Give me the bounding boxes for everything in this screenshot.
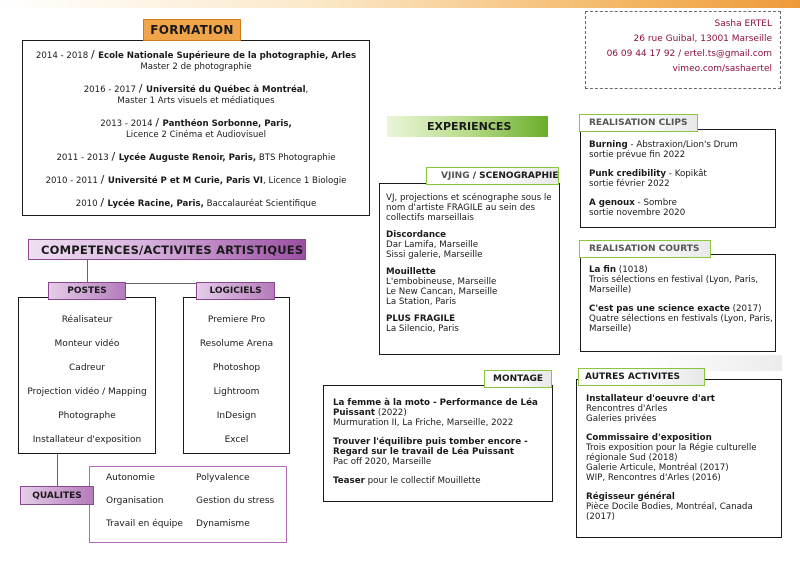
- vjing-label-b: SCENOGRAPHIE: [479, 171, 559, 181]
- montage-detail: pour le collectif Mouillette: [364, 476, 481, 486]
- vjing-group-title: Discordance: [386, 230, 447, 240]
- formation-title: FORMATION: [143, 19, 241, 41]
- court-detail: Trois sélections en festival (Lyon, Paris, Marseille): [589, 275, 759, 295]
- clip-artist: - Kopikât: [666, 169, 707, 179]
- clips-box: [580, 129, 776, 228]
- formation-years: 2016 - 2017: [83, 85, 137, 95]
- qualite-item: Dynamisme: [196, 519, 250, 529]
- clip-title: Punk credibility: [589, 169, 667, 179]
- qualites-label: QUALITES: [20, 486, 94, 505]
- court-title: C'est pas une science exacte: [589, 304, 730, 314]
- vjing-venue: L'embobineuse, Marseille: [386, 277, 497, 287]
- clips-label: [579, 114, 698, 132]
- court-item: [589, 304, 775, 334]
- logiciel-item: Resolume Arena: [199, 339, 274, 349]
- vjing-group: [386, 230, 559, 260]
- clip-detail: sortie novembre 2020: [589, 208, 686, 218]
- montage-title: Trouver l'équilibre puis tomber encore - Regard sur le travail de Léa Puissant: [333, 437, 528, 457]
- clip-title: A genoux: [589, 198, 635, 208]
- vjing-box: [379, 183, 560, 355]
- clips-label-text: REALISATION CLIPS: [589, 118, 688, 128]
- qualite-item: Autonomie: [106, 473, 155, 483]
- formation-entry: 2014 - 2018 / Ecole Nationale Supérieure de la photographie, Arles Master 2 de photographie: [35, 48, 357, 72]
- autre-line: Galeries privées: [586, 414, 657, 424]
- autre-title: Installateur d'oeuvre d'art: [586, 394, 715, 404]
- autre-item: [586, 433, 781, 483]
- clip-artist: - Abstraxion/Lion's Drum: [627, 140, 738, 150]
- poste-item: Projection vidéo / Mapping: [27, 387, 147, 397]
- montage-item: [333, 476, 552, 486]
- contact-address: 26 rue Guibal, 13001 Marseille: [633, 34, 772, 44]
- court-year: (1018): [616, 265, 648, 275]
- vjing-label: VJING / SCENOGRAPHIE: [426, 167, 559, 185]
- autres-box: [576, 379, 782, 538]
- court-detail: Quatre sélections en festivals (Lyon, Paris, Marseille): [589, 314, 773, 334]
- formation-detail: Licence 2 Cinéma et Audiovisuel: [126, 130, 266, 140]
- clip-title: Burning: [589, 140, 628, 150]
- formation-school: Panthéon Sorbonne, Paris,: [162, 119, 292, 129]
- formation-detail: Baccalauréat Scientifique: [206, 199, 317, 209]
- formation-entry: 2013 - 2014 / Panthéon Sorbonne, Paris, Licence 2 Cinéma et Audiovisuel: [100, 116, 292, 140]
- connector-line: [87, 260, 88, 284]
- poste-item: Photographe: [58, 411, 116, 421]
- formation-school: Lycée Racine, Paris,: [107, 199, 204, 209]
- formation-entry: 2016 - 2017 / Université du Québec à Montréal, Master 1 Arts visuels et médiatiques: [83, 82, 309, 106]
- qualite-item: Organisation: [106, 496, 164, 506]
- montage-detail: Murmuration II, La Friche, Marseille, 2022: [333, 418, 514, 428]
- logiciel-item: InDesign: [216, 411, 257, 421]
- formation-entry: 2010 / Lycée Racine, Paris, Baccalauréat Scientifique: [75, 196, 317, 209]
- poste-item: Cadreur: [69, 363, 105, 373]
- formation-box: [22, 40, 370, 216]
- postes-box: [18, 297, 156, 454]
- logiciels-label: LOGICIELS: [196, 282, 275, 300]
- logiciels-box: [183, 297, 290, 454]
- poste-item: Réalisateur: [61, 315, 113, 325]
- vjing-intro: VJ, projections et scénographe sous le nom d'artiste FRAGILE au sein des collectifs marseillais: [386, 193, 552, 223]
- courts-box: [580, 254, 776, 352]
- formation-years: 2013 - 2014: [100, 119, 153, 129]
- postes-label: POSTES: [48, 282, 126, 300]
- logiciel-item: Photoshop: [212, 363, 261, 373]
- montage-item: [333, 398, 552, 428]
- clip-item: [589, 198, 775, 218]
- vjing-group-title: Mouillette: [386, 267, 436, 277]
- formation-years: 2010: [75, 199, 98, 209]
- qualite-item: Gestion du stress: [196, 496, 275, 506]
- courts-label-text: REALISATION COURTS: [589, 244, 700, 254]
- vjing-group: [386, 267, 559, 307]
- formation-detail: BTS Photographie: [258, 153, 336, 163]
- poste-item: Installateur d'exposition: [32, 435, 142, 445]
- logiciel-item: Lightroom: [213, 387, 260, 397]
- clip-artist: - Sombre: [634, 198, 678, 208]
- connector-line: [57, 454, 58, 487]
- clip-item: [589, 169, 775, 189]
- vjing-venue: La Silencio, Paris: [386, 324, 459, 334]
- montage-title: Teaser: [333, 476, 365, 486]
- clip-item: [589, 140, 775, 160]
- formation-detail: Licence 1 Biologie: [268, 176, 347, 186]
- montage-label: MONTAGE: [484, 370, 552, 388]
- autres-label: AUTRES ACTIVITES: [578, 368, 705, 386]
- vjing-venue: Sissi galerie, Marseille: [386, 250, 483, 260]
- montage-detail: Pac off 2020, Marseille: [333, 457, 432, 467]
- contact-card: [585, 11, 781, 89]
- montage-year: (2022): [375, 408, 407, 418]
- autre-item: [586, 394, 781, 424]
- vjing-group-title: PLUS FRAGILE: [386, 314, 456, 324]
- autre-line: Trois exposition pour la Régie culturelle régionale Sud (2018): [586, 443, 757, 463]
- qualites-box: [89, 466, 287, 543]
- court-title: La fin: [589, 265, 617, 275]
- montage-title: La femme à la moto - Performance de Léa Puissant: [333, 398, 538, 418]
- formation-school: Lycée Auguste Renoir, Paris,: [118, 153, 257, 163]
- formation-entry: 2011 - 2013 / Lycée Auguste Renoir, Paris, BTS Photographie: [56, 150, 336, 163]
- autre-line: Pièce Docile Bodies, Montréal, Canada (2017): [586, 502, 753, 522]
- formation-school: Université P et M Curie, Paris VI: [107, 176, 264, 186]
- contact-website[interactable]: vimeo.com/sashaertel: [672, 64, 772, 74]
- contact-phone-email[interactable]: 06 09 44 17 92 / ertel.ts@gmail.com: [606, 49, 772, 59]
- clip-detail: sortie février 2022: [589, 179, 670, 189]
- autre-title: Régisseur général: [586, 492, 675, 502]
- autre-item: [586, 492, 781, 522]
- formation-detail: Master 2 de photographie: [140, 62, 252, 72]
- autre-title: Commissaire d'exposition: [586, 433, 712, 443]
- autre-line: Galerie Articule, Montréal (2017): [586, 463, 729, 473]
- poste-item: Monteur vidéo: [54, 339, 120, 349]
- vjing-venue: Le New Cancan, Marseille: [386, 287, 498, 297]
- formation-school: Ecole Nationale Supérieure de la photographie, Arles: [98, 51, 357, 61]
- vjing-venue: La Station, Paris: [386, 297, 457, 307]
- formation-detail: Master 1 Arts visuels et médiatiques: [117, 96, 275, 106]
- formation-years: 2011 - 2013: [56, 153, 109, 163]
- court-item: [589, 265, 775, 295]
- top-accent-bar: [0, 0, 800, 8]
- montage-box: [323, 385, 553, 502]
- contact-name: Sasha ERTEL: [714, 19, 772, 29]
- vjing-group: [386, 314, 559, 334]
- autre-line: WIP, Rencontres d'Arles (2016): [586, 473, 721, 483]
- qualite-item: Polyvalence: [196, 473, 250, 483]
- courts-label: [579, 240, 711, 258]
- formation-years: 2010 - 2011: [45, 176, 98, 186]
- montage-item: [333, 437, 552, 467]
- formation-entry: 2010 - 2011 / Université P et M Curie, Paris VI, Licence 1 Biologie: [45, 173, 347, 186]
- qualite-item: Travail en équipe: [106, 519, 183, 529]
- logiciel-item: Premiere Pro: [207, 315, 266, 325]
- formation-years: 2014 - 2018: [35, 51, 89, 61]
- competences-title: COMPETENCES/ACTIVITES ARTISTIQUES: [28, 239, 306, 260]
- clip-detail: sortie prévue fin 2022: [589, 150, 686, 160]
- logiciel-item: Excel: [224, 435, 249, 445]
- autre-line: Rencontres d'Arles: [586, 404, 668, 414]
- experiences-title: EXPERIENCES: [387, 116, 548, 137]
- vjing-label-a: VJING: [441, 171, 470, 181]
- formation-school: Université du Québec à Montréal: [145, 85, 306, 95]
- vjing-venue: Dar Lamifa, Marseille: [386, 240, 479, 250]
- court-year: (2017): [729, 304, 762, 314]
